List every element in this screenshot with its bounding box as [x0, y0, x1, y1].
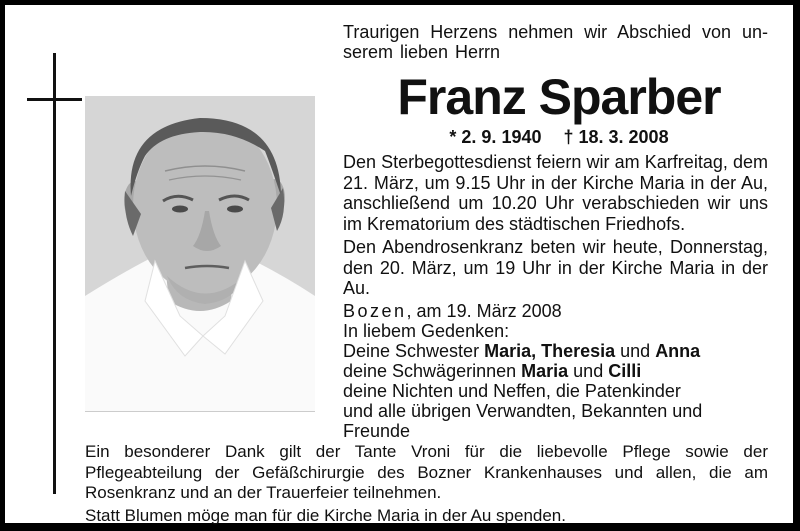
- deceased-name: Franz Sparber: [397, 69, 721, 125]
- place-date: , am 19. März 2008: [406, 301, 562, 321]
- death-date: † 18. 3. 2008: [563, 127, 669, 147]
- sisters-names: Maria, Theresia: [484, 341, 616, 361]
- intro-text: [343, 22, 768, 62]
- mourners-sisters-in-law: [343, 361, 773, 381]
- mourners-nieces-nephews: deine Nichten und Neffen, die Patenkinder: [343, 381, 681, 401]
- sisters-prefix: Deine Schwester: [343, 341, 485, 361]
- intro-line-2: serem lieben Herrn: [343, 42, 501, 62]
- mourners-others-1: und alle übrigen Verwandten, Bekannten und: [343, 401, 703, 421]
- mourners-others-2: Freunde: [343, 421, 411, 441]
- rosary-text: Den Abendrosenkranz beten wir heute, Donnerstag, den 20. März, um 19 Uhr in der Kirche Maria in der Au.: [343, 237, 768, 298]
- conjunction: und: [615, 341, 656, 361]
- thanks-text: Ein besonderer Dank gilt der Tante Vroni für die liebevolle Pflege sowie der Pflegeabteilung der Gefäßchirurgie des Bozner Krankenhauses und allen, die am Rosenkranz und an der Trauerfeier teilnehmen.: [85, 442, 768, 502]
- sister-in-law-first: Maria: [521, 361, 569, 381]
- mourners-sisters: [343, 341, 773, 361]
- funeral-service-text: Den Sterbegottesdienst feiern wir am Karfreitag, dem 21. März, um 9.15 Uhr in der Kirche Maria in der Au, anschließend um 10.20 Uhr verabschieden wir uns im Krematorium des städtischen Friedhofs.: [343, 152, 768, 234]
- birth-date: * 2. 9. 1940: [449, 127, 542, 147]
- sisters-in-law-prefix: deine Schwägerinnen: [343, 361, 522, 381]
- signoff-block: [343, 301, 773, 441]
- obituary-notice: [5, 5, 793, 523]
- place-name: Bozen: [343, 301, 407, 321]
- flowers-request-text: Statt Blumen möge man für die Kirche Maria in der Au spenden.: [85, 506, 566, 525]
- sister-last-name: Anna: [655, 341, 701, 361]
- sister-in-law-last: Cilli: [608, 361, 642, 381]
- intro-line-1: Traurigen Herzens nehmen wir Abschied von un-: [343, 22, 768, 42]
- memory-heading: In liebem Gedenken:: [343, 321, 510, 341]
- portrait-illustration: [85, 96, 315, 411]
- cross-horizontal-bar: [27, 98, 82, 101]
- life-dates: [335, 126, 783, 148]
- conjunction: und: [568, 361, 609, 381]
- place-date-line: [343, 301, 773, 321]
- portrait-photo: [85, 96, 315, 412]
- cross-vertical-bar: [53, 53, 56, 494]
